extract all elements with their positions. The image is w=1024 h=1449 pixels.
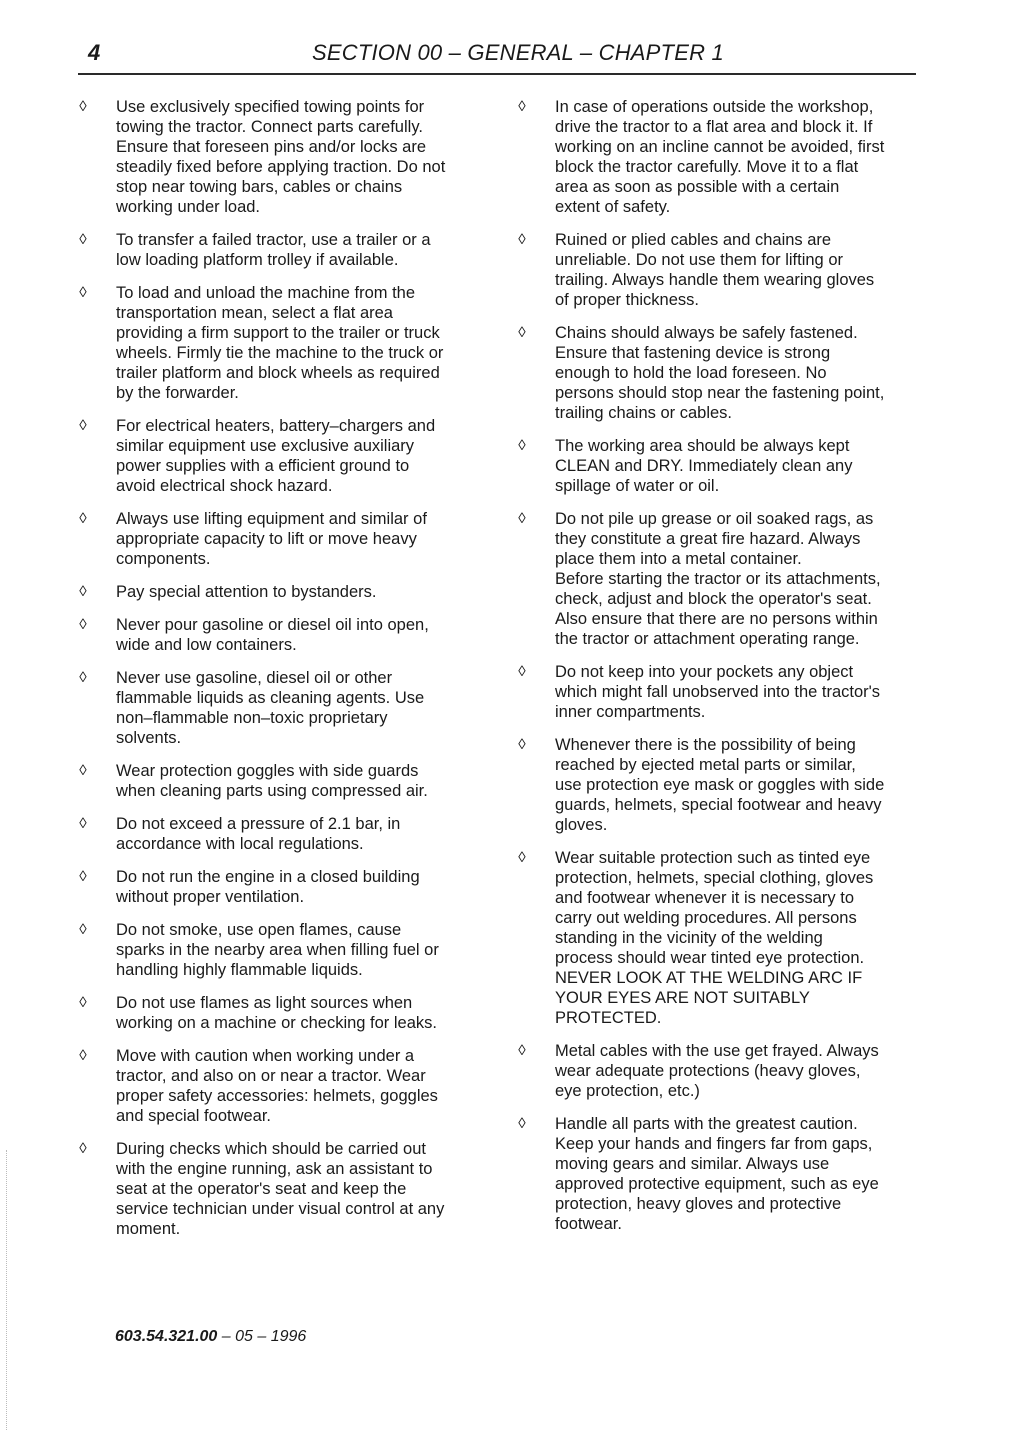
bullet-item (76, 615, 446, 655)
page-title: SECTION 00 – GENERAL – CHAPTER 1 (312, 40, 724, 65)
diamond-bullet-icon: ◊ (79, 284, 87, 301)
diamond-bullet-icon: ◊ (79, 762, 87, 779)
diamond-bullet-icon: ◊ (518, 1115, 526, 1132)
left-column (76, 97, 446, 1252)
page-number: 4 (88, 40, 101, 65)
bullet-text: Never pour gasoline or diesel oil into open, wide and low containers. (116, 616, 429, 654)
bullet-continuation-text: Before starting the tractor or its attachments, check, adjust and block the operator's seat. Also ensure that there are no persons within the tractor or attachment operating range. (555, 570, 881, 648)
bullet-text: Ruined or plied cables and chains are unreliable. Do not use them for lifting or trailing. Always handle them wearing gloves of proper thickness. (555, 231, 875, 309)
bullet-item (515, 1041, 885, 1101)
diamond-bullet-icon: ◊ (79, 994, 87, 1011)
bullet-item (515, 1114, 885, 1234)
bullet-item (76, 867, 446, 907)
bullet-text: For electrical heaters, battery–chargers and similar equipment use exclusive auxiliary power supplies with a efficient ground to avoid electrical shock hazard. (116, 417, 436, 495)
bullet-text: Never use gasoline, diesel oil or other flammable liquids as cleaning agents. Use non–flammable non–toxic proprietary solvents. (116, 669, 425, 747)
bullet-item (515, 230, 885, 310)
bullet-item (515, 97, 885, 217)
bullet-text: Metal cables with the use get frayed. Always wear adequate protections (heavy gloves, eye protection, etc.) (555, 1042, 879, 1100)
scan-margin-artifact (6, 1150, 8, 1430)
bullet-item (76, 230, 446, 270)
diamond-bullet-icon: ◊ (79, 921, 87, 938)
bullet-text: The working area should be always kept CLEAN and DRY. Immediately clean any spillage of water or oil. (555, 437, 853, 495)
diamond-bullet-icon: ◊ (79, 231, 87, 248)
document-code (115, 1328, 306, 1346)
bullet-item (76, 1139, 446, 1239)
diamond-bullet-icon: ◊ (79, 616, 87, 633)
bullet-item (515, 735, 885, 835)
diamond-bullet-icon: ◊ (518, 98, 526, 115)
bullet-item (515, 323, 885, 423)
diamond-bullet-icon: ◊ (79, 583, 87, 600)
bullet-text: Wear protection goggles with side guards when cleaning parts using compressed air. (116, 762, 428, 800)
diamond-bullet-icon: ◊ (79, 1047, 87, 1064)
diamond-bullet-icon: ◊ (518, 663, 526, 680)
bullet-text: Wear suitable protection such as tinted eye protection, helmets, special clothing, gloves and footwear whenever it is necessary to carry out welding procedures. All persons standing in the vicinity of the welding process should wear tinted eye protection. NEVER LOOK AT THE WELDING ARC IF YOUR EYES ARE NOT SUITABLY PROTECTED. (555, 849, 874, 1027)
bullet-text: Do not exceed a pressure of 2.1 bar, in accordance with local regulations. (116, 815, 401, 853)
bullet-text: Handle all parts with the greatest caution. Keep your hands and fingers far from gaps, moving gears and similar. Always use approved protective equipment, such as eye protection, heavy gloves and protective footwear. (555, 1115, 879, 1233)
diamond-bullet-icon: ◊ (79, 815, 87, 832)
diamond-bullet-icon: ◊ (518, 736, 526, 753)
bullet-item (76, 582, 446, 602)
bullet-text: Whenever there is the possibility of being reached by ejected metal parts or similar, use protection eye mask or goggles with side guards, helmets, special footwear and heavy gloves. (555, 736, 885, 834)
bullet-text: To transfer a failed tractor, use a trailer or a low loading platform trolley if available. (116, 231, 431, 269)
bullet-text: Use exclusively specified towing points for towing the tractor. Connect parts carefully. Ensure that foreseen pins and/or locks are steadily fixed before applying traction. Do not stop near towing bars, cables or chains working under load. (116, 98, 446, 216)
bullet-text: Do not run the engine in a closed building without proper ventilation. (116, 868, 420, 906)
diamond-bullet-icon: ◊ (518, 437, 526, 454)
bullet-item (76, 1046, 446, 1126)
bullet-item (515, 509, 885, 649)
bullet-text: Do not pile up grease or oil soaked rags, as they constitute a great fire hazard. Always place them into a metal container. (555, 510, 874, 568)
bullet-text: Do not smoke, use open flames, cause sparks in the nearby area when filling fuel or handling highly flammable liquids. (116, 921, 439, 979)
diamond-bullet-icon: ◊ (518, 510, 526, 527)
diamond-bullet-icon: ◊ (79, 669, 87, 686)
diamond-bullet-icon: ◊ (518, 231, 526, 248)
diamond-bullet-icon: ◊ (79, 1140, 87, 1157)
diamond-bullet-icon: ◊ (79, 98, 87, 115)
bullet-text: Do not keep into your pockets any object which might fall unobserved into the tractor's inner compartments. (555, 663, 881, 721)
bullet-item (76, 509, 446, 569)
diamond-bullet-icon: ◊ (79, 510, 87, 527)
diamond-bullet-icon: ◊ (79, 868, 87, 885)
bullet-item (76, 668, 446, 748)
bullet-item (515, 662, 885, 722)
bullet-item (76, 920, 446, 980)
bullet-item (76, 283, 446, 403)
bullet-item (76, 761, 446, 801)
header-divider (78, 73, 916, 75)
bullet-text: Pay special attention to bystanders. (116, 583, 377, 601)
diamond-bullet-icon: ◊ (518, 849, 526, 866)
bullet-item (515, 848, 885, 1028)
bullet-item (76, 97, 446, 217)
bullet-text: Chains should always be safely fastened. Ensure that fastening device is strong enough to hold the load foreseen. No persons should stop near the fastening point, trailing chains or cables. (555, 324, 885, 422)
bullet-text: During checks which should be carried out with the engine running, ask an assistant to seat at the operator's seat and keep the service technician under visual control at any moment. (116, 1140, 445, 1238)
diamond-bullet-icon: ◊ (79, 417, 87, 434)
bullet-text: In case of operations outside the workshop, drive the tractor to a flat area and block it. If working on an incline cannot be avoided, first block the tractor carefully. Move it to a flat area as soon as possible with a certain extent of safety. (555, 98, 885, 216)
document-code-number: 603.54.321.00 (115, 1328, 218, 1345)
bullet-item (515, 436, 885, 496)
bullet-item (76, 814, 446, 854)
right-column (515, 97, 885, 1247)
diamond-bullet-icon: ◊ (518, 1042, 526, 1059)
bullet-item (76, 993, 446, 1033)
bullet-item (76, 416, 446, 496)
bullet-text: Move with caution when working under a tractor, and also on or near a tractor. Wear proper safety accessories: helmets, goggles and special footwear. (116, 1047, 438, 1125)
document-code-date: – 05 – 1996 (217, 1328, 307, 1345)
bullet-text: To load and unload the machine from the transportation mean, select a flat area providing a firm support to the trailer or truck wheels. Firmly tie the machine to the truck or trailer platform and block wheels as required by the forwarder. (116, 284, 444, 402)
bullet-text: Always use lifting equipment and similar of appropriate capacity to lift or move heavy components. (116, 510, 427, 568)
bullet-text: Do not use flames as light sources when working on a machine or checking for leaks. (116, 994, 437, 1032)
diamond-bullet-icon: ◊ (518, 324, 526, 341)
